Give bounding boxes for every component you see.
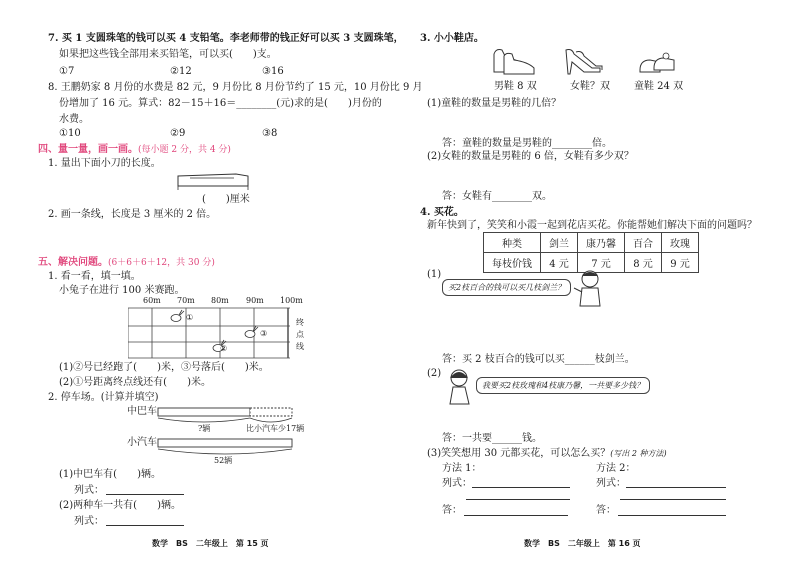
method1-formula-label: 列式：: [442, 478, 472, 489]
table-cell: 7 元: [578, 253, 625, 273]
car-label: 小汽车: [127, 437, 157, 448]
rabbit-mark-1: ①: [186, 313, 194, 322]
q8-opt2: ②9: [170, 128, 186, 139]
track-label-100: 100m: [280, 296, 303, 305]
sec5-q2-a: (1)中巴车有( )辆。: [59, 469, 161, 480]
track-label-80: 80m: [211, 296, 229, 305]
kids-shoes-label: 童鞋 24 双: [634, 81, 684, 92]
section5-heading-row: [38, 256, 215, 270]
total-label: 52辆: [214, 456, 233, 465]
finish-char-3: 线: [296, 342, 304, 351]
table-header-cell: 康乃馨: [578, 233, 625, 253]
women-shoes-icon: [562, 44, 606, 78]
speech-bubble-2: 我要买2枝玫瑰和4枝康乃馨，一共要多少钱？: [476, 377, 650, 394]
men-shoes-icon: [490, 44, 538, 78]
q7-line2: 如果把这些钱全部用来买铅笔，可以买( )支。: [59, 49, 277, 60]
section4-note: (每小题 2 分，共 4 分): [138, 145, 231, 155]
race-track: [128, 306, 308, 360]
method1-label: 方法 1：: [442, 463, 482, 474]
track-label-90: 90m: [246, 296, 264, 305]
q3-title: 3. 小小鞋店。: [420, 33, 484, 44]
track-label-70: 70m: [177, 296, 195, 305]
sec5-q1: 1. 看一看，填一填。: [48, 271, 141, 282]
sec4-q1: 1. 量出下面小刀的长度。: [48, 158, 161, 169]
method2-formula-line-1[interactable]: [626, 487, 726, 488]
q8-opt1: ①10: [59, 128, 81, 139]
girl-figure-icon: [442, 368, 476, 408]
method2-answer-label: 答：: [596, 505, 616, 516]
q4-p2-answer: 答：一共要______钱。: [442, 433, 542, 444]
q7-opt3: ③16: [262, 66, 284, 77]
kids-shoes-icon: [636, 48, 680, 78]
right-footer: 数学 BS 二年级上 第 16 页: [524, 539, 641, 548]
bus-question: ?辆: [198, 424, 211, 433]
q8-line1: 8. 王鹏奶家 8 月份的水费是 82 元，9 月份比 8 月份节约了 15 元，10 月份比 9 月: [48, 82, 423, 93]
track-label-60: 60m: [143, 296, 161, 305]
sec5-q2-b: (2)两种车一共有( )辆。: [59, 500, 181, 511]
q3-b: (2)女鞋的数量是男鞋的 6 倍，女鞋有多少双？: [427, 151, 634, 162]
rabbit-3-icon: [245, 326, 258, 338]
speech-bubble-1: 买2枝百合的钱可以买几枝剑兰？: [442, 279, 571, 296]
q2a-formula-label: 列式：: [74, 485, 104, 496]
q8-opt3: ③8: [262, 128, 278, 139]
rabbit-mark-2: ②: [220, 344, 228, 353]
bar-diagram: [156, 404, 296, 464]
method2-formula-line-2[interactable]: [620, 499, 726, 500]
q8-line2: 份增加了 16 元。算式：82－15＋16＝________(元)求的是( )月份的: [59, 98, 382, 109]
table-cell: 9 元: [662, 253, 699, 273]
method2-answer-line[interactable]: [618, 515, 726, 516]
table-cell: 每枝价钱: [484, 253, 541, 273]
q4-title: 4. 买花。: [420, 207, 464, 218]
q7-opt1: ①7: [59, 66, 75, 77]
q4-intro: 新年快到了，笑笑和小霞一起到花店买花。你能帮她们解决下面的问题吗？: [427, 220, 757, 231]
table-row: [484, 233, 699, 253]
table-cell: 4 元: [541, 253, 578, 273]
method2-formula-label: 列式：: [596, 478, 626, 489]
q3-a-answer: 答：童鞋的数量是男鞋的________倍。: [442, 138, 612, 149]
sec5-q2: 2. 停车场。(计算并填空): [48, 392, 159, 403]
q4-p3-note: (写出 2 种方法): [610, 449, 667, 458]
q2b-formula-label: 列式：: [74, 516, 104, 527]
q7-opt2: ②12: [170, 66, 192, 77]
q2a-formula-line[interactable]: [106, 494, 184, 495]
method1-answer-line[interactable]: [464, 515, 568, 516]
q4-p1-label: (1): [427, 269, 442, 280]
flower-price-table: [483, 232, 699, 273]
women-shoes-label: 女鞋？双: [570, 81, 610, 92]
finish-char-2: 点: [296, 330, 304, 339]
knife-image: [176, 170, 256, 192]
sec5-q1-desc: 小兔子在进行 100 米赛跑。: [59, 285, 185, 296]
section4-heading: 四、量一量，画一画。: [38, 144, 138, 155]
section5-note: (6＋6＋6＋12，共 30 分): [108, 258, 215, 268]
sec5-q1-b: (2)①号距离终点线还有( )米。: [59, 377, 211, 388]
men-shoes-label: 男鞋 8 双: [494, 81, 537, 92]
table-header-cell: 百合: [625, 233, 662, 253]
table-header-cell: 剑兰: [541, 233, 578, 253]
bus-label: 中巴车: [127, 406, 157, 417]
bus-less-label: 比小汽车少17辆: [246, 424, 305, 433]
q4-p3-row: [427, 447, 667, 460]
method1-answer-label: 答：: [442, 505, 462, 516]
boy-figure-icon: [572, 268, 608, 312]
knife-unit: ( )厘米: [202, 194, 250, 205]
table-header-cell: 玫瑰: [662, 233, 699, 253]
q4-p2-label: (2): [427, 368, 442, 379]
finish-char-1: 终: [296, 318, 304, 327]
left-footer: 数学 BS 二年级上 第 15 页: [152, 539, 269, 548]
q4-p1-answer: 答：买 2 枝百合的钱可以买______枝剑兰。: [442, 354, 635, 365]
method1-formula-line-2[interactable]: [466, 499, 570, 500]
q8-line3: 水费。: [59, 114, 89, 125]
sec4-q2: 2. 画一条线，长度是 3 厘米的 2 倍。: [48, 209, 217, 220]
q3-b-answer: 答：女鞋有________双。: [442, 191, 552, 202]
q3-a: (1)童鞋的数量是男鞋的几倍？: [427, 98, 562, 109]
q7-line1: 7. 买 1 支圆珠笔的钱可以买 4 支铅笔。李老师带的钱正好可以买 3 支圆珠笔，: [48, 33, 404, 44]
q4-p3: (3)笑笑想用 30 元都买花，可以怎么买？: [427, 448, 611, 459]
section5-heading: 五、解决问题。: [38, 257, 108, 268]
sec5-q1-a: (1)②号已经跑了( )米，③号落后( )米。: [59, 362, 269, 373]
table-header-cell: 种类: [484, 233, 541, 253]
q2b-formula-line[interactable]: [106, 525, 184, 526]
method2-label: 方法 2：: [596, 463, 636, 474]
method1-formula-line-1[interactable]: [472, 487, 570, 488]
table-cell: 8 元: [625, 253, 662, 273]
rabbit-mark-3: ③: [260, 329, 268, 338]
section4-heading-row: [38, 143, 231, 157]
rabbit-1-icon: [171, 310, 184, 322]
